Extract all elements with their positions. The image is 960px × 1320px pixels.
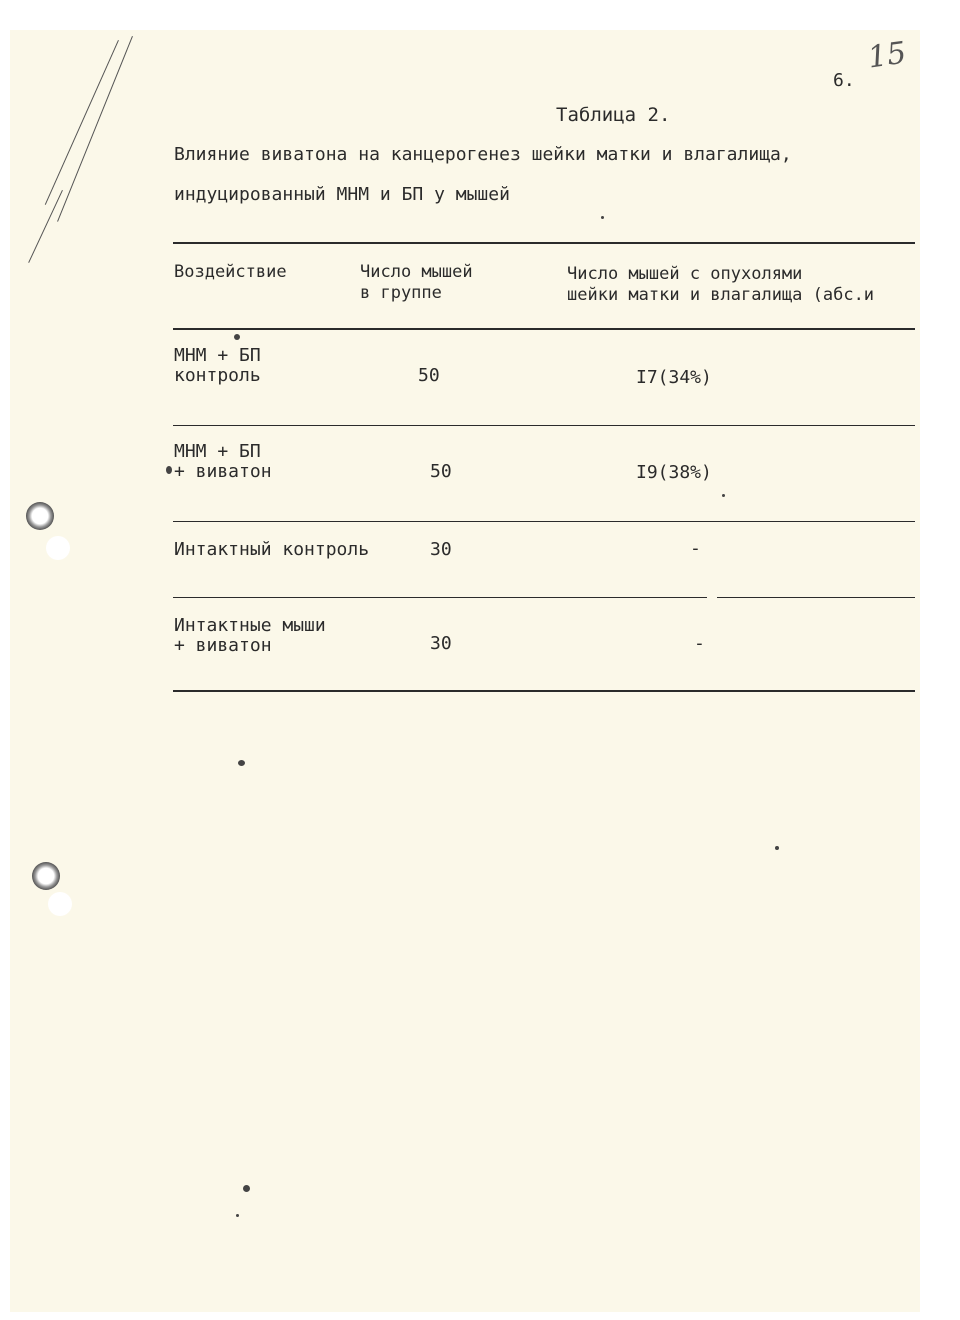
table-row-2-treatment: МНМ + БП + виватон — [174, 441, 272, 482]
table-row-1-count: 50 — [418, 365, 440, 386]
ink-speck — [775, 846, 779, 850]
table-row-2-tumors: I9(38%) — [636, 462, 712, 483]
table-row-3-treatment: Интактный контроль — [174, 539, 370, 560]
table-caption-line-1: Влияние виватона на канцерогенез шейки матки и влагалища, — [174, 144, 792, 165]
table-row-1-tumors: I7(34%) — [636, 367, 712, 388]
page-number: 6. — [833, 70, 855, 91]
ink-speck — [234, 334, 240, 340]
table-row-2-count: 50 — [430, 461, 452, 482]
header-treatment: Воздействие — [174, 262, 287, 282]
table-row-3-count: 30 — [430, 539, 452, 560]
row-rule — [173, 425, 915, 426]
row-rule — [717, 597, 915, 598]
table-caption-line-2: индуцированный МНМ и БП у мышей — [174, 184, 510, 205]
punch-hole — [32, 862, 60, 890]
ink-speck — [243, 1185, 250, 1192]
punch-hole — [48, 892, 72, 916]
header-tumor-count: Число мышей с опухолями шейки матки и влагалища (абс.и — [567, 264, 875, 305]
ink-speck — [166, 466, 172, 474]
row-rule — [173, 521, 915, 522]
table-bottom-rule — [173, 690, 915, 692]
table-label: Таблица 2. — [556, 104, 671, 126]
header-group-size: Число мышей в группе — [360, 262, 473, 303]
table-row-1-treatment: МНМ + БП контроль — [174, 345, 261, 386]
ink-speck — [236, 1214, 239, 1217]
table-top-rule — [173, 242, 915, 244]
ink-speck — [601, 216, 604, 219]
table-row-4-count: 30 — [430, 633, 452, 654]
table-row-4-treatment: Интактные мыши + виватон — [174, 615, 326, 656]
punch-hole — [26, 502, 54, 530]
table-row-3-tumors: - — [690, 538, 701, 559]
handwritten-page-number: 15 — [865, 35, 909, 76]
row-rule — [173, 597, 707, 598]
document-page — [10, 30, 920, 1312]
ink-speck — [722, 494, 725, 497]
table-row-4-tumors: - — [694, 633, 705, 654]
header-rule — [173, 328, 915, 330]
ink-speck — [238, 760, 245, 766]
punch-hole — [46, 536, 70, 560]
